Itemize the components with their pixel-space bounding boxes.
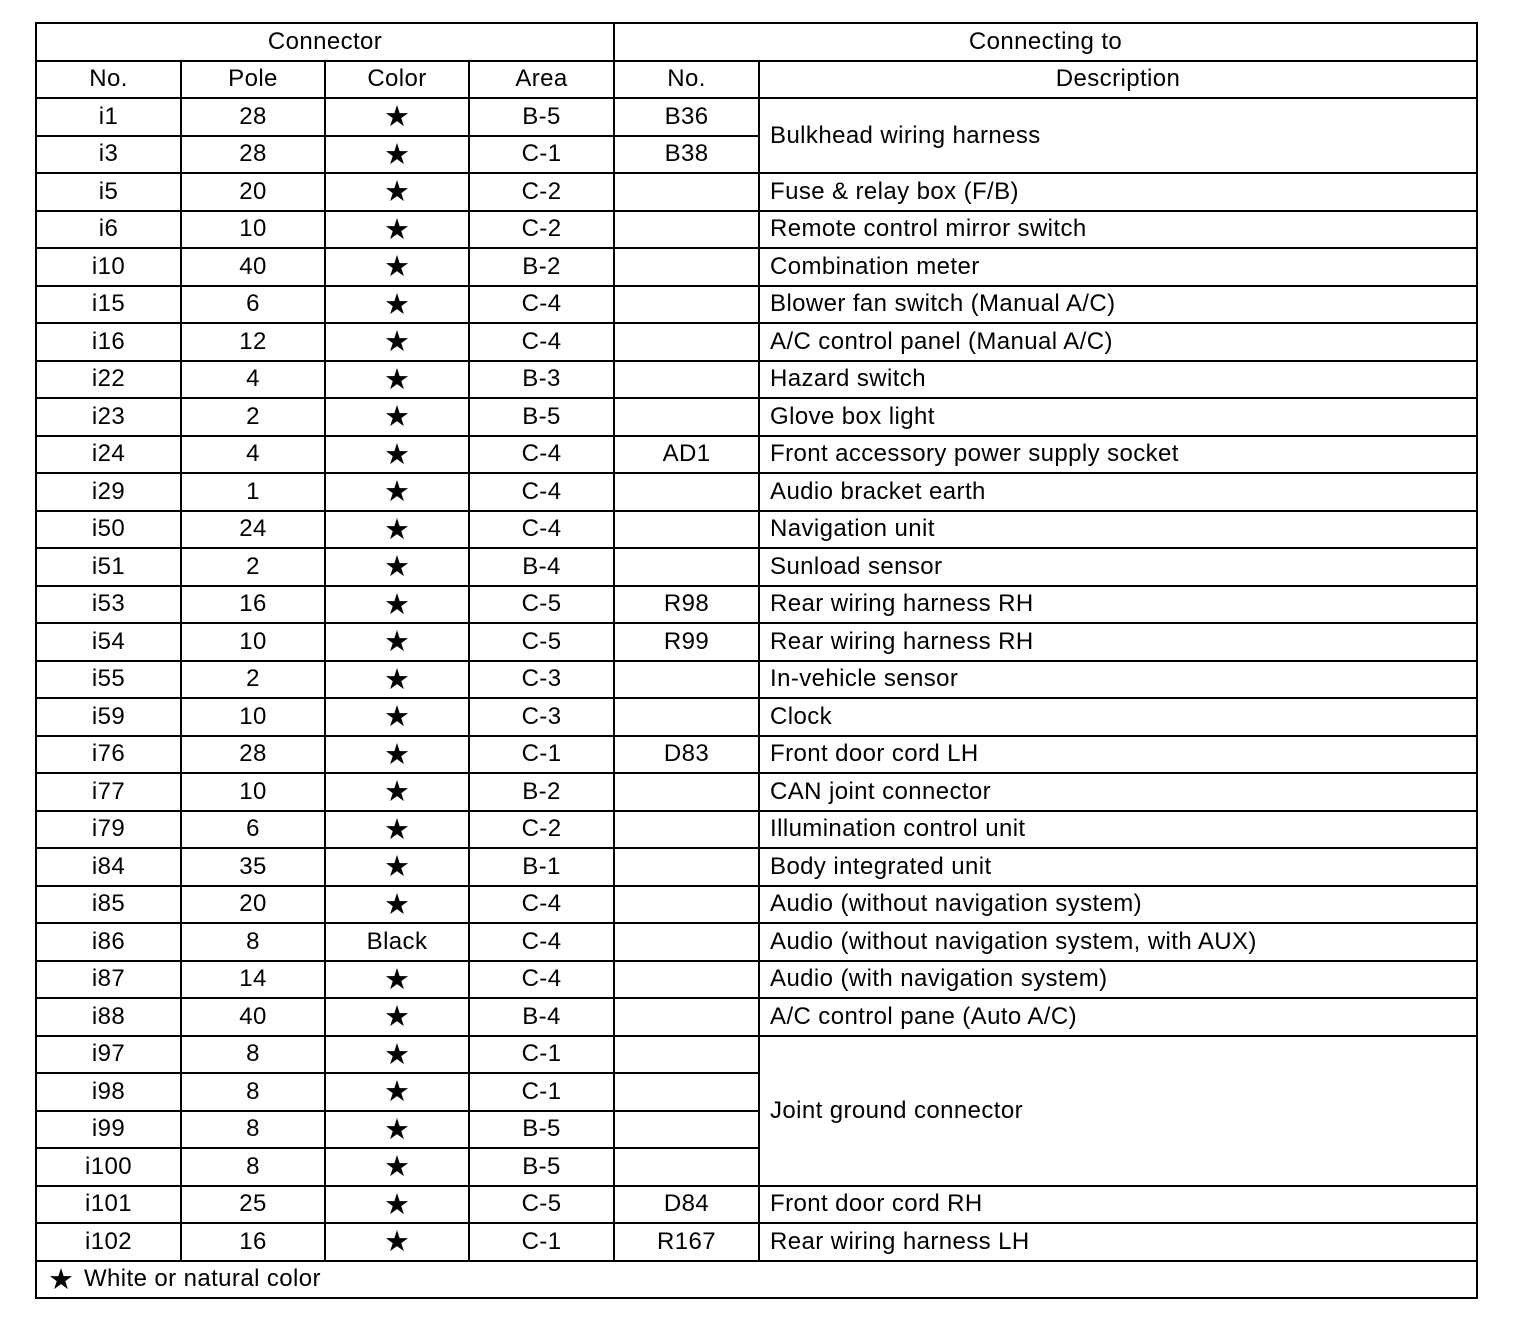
cell-area: C-2 xyxy=(469,211,614,249)
cell-description: A/C control panel (Manual A/C) xyxy=(759,323,1477,361)
cell-to-no xyxy=(614,361,759,399)
cell-area: C-4 xyxy=(469,473,614,511)
cell-description: A/C control pane (Auto A/C) xyxy=(759,998,1477,1036)
cell-area: C-1 xyxy=(469,1073,614,1111)
cell-to-no xyxy=(614,698,759,736)
table-row xyxy=(36,811,1477,849)
cell-pole: 8 xyxy=(181,1111,325,1149)
cell-to-no xyxy=(614,1036,759,1074)
table-row xyxy=(36,173,1477,211)
cell-area: B-2 xyxy=(469,773,614,811)
cell-no: i3 xyxy=(36,136,181,174)
cell-pole: 4 xyxy=(181,361,325,399)
cell-area: C-5 xyxy=(469,1186,614,1224)
cell-to-no xyxy=(614,886,759,924)
cell-no: i24 xyxy=(36,436,181,474)
cell-pole: 14 xyxy=(181,961,325,999)
cell-to-no xyxy=(614,173,759,211)
cell-color: ★ xyxy=(325,811,469,849)
cell-description: Blower fan switch (Manual A/C) xyxy=(759,286,1477,324)
cell-pole: 8 xyxy=(181,1073,325,1111)
cell-area: C-1 xyxy=(469,136,614,174)
col-header-pole: Pole xyxy=(181,61,325,99)
table-row xyxy=(36,886,1477,924)
cell-description: Audio bracket earth xyxy=(759,473,1477,511)
cell-no: i55 xyxy=(36,661,181,699)
cell-pole: 10 xyxy=(181,773,325,811)
cell-no: i22 xyxy=(36,361,181,399)
cell-color: ★ xyxy=(325,248,469,286)
cell-area: C-5 xyxy=(469,586,614,624)
cell-pole: 2 xyxy=(181,548,325,586)
cell-area: C-4 xyxy=(469,886,614,924)
legend xyxy=(36,1261,1477,1299)
cell-no: i85 xyxy=(36,886,181,924)
table-row xyxy=(36,323,1477,361)
cell-pole: 8 xyxy=(181,1036,325,1074)
cell-no: i16 xyxy=(36,323,181,361)
table-row xyxy=(36,661,1477,699)
cell-pole: 28 xyxy=(181,736,325,774)
legend-row xyxy=(36,1261,1477,1299)
legend-text: White or natural color xyxy=(84,1264,321,1292)
cell-color: ★ xyxy=(325,698,469,736)
cell-to-no xyxy=(614,773,759,811)
cell-color: ★ xyxy=(325,323,469,361)
cell-color: ★ xyxy=(325,1186,469,1224)
cell-description: Front accessory power supply socket xyxy=(759,436,1477,474)
cell-area: C-2 xyxy=(469,811,614,849)
cell-to-no xyxy=(614,398,759,436)
table-row xyxy=(36,1186,1477,1224)
cell-description: Front door cord RH xyxy=(759,1186,1477,1224)
cell-no: i53 xyxy=(36,586,181,624)
cell-pole: 16 xyxy=(181,586,325,624)
cell-pole: 40 xyxy=(181,998,325,1036)
cell-area: C-3 xyxy=(469,661,614,699)
cell-no: i99 xyxy=(36,1111,181,1149)
cell-description: Bulkhead wiring harness xyxy=(759,98,1477,173)
cell-color: ★ xyxy=(325,736,469,774)
table-row xyxy=(36,398,1477,436)
cell-color: ★ xyxy=(325,398,469,436)
cell-description: Front door cord LH xyxy=(759,736,1477,774)
cell-to-no xyxy=(614,661,759,699)
cell-no: i29 xyxy=(36,473,181,511)
cell-to-no xyxy=(614,1148,759,1186)
table-row xyxy=(36,961,1477,999)
cell-pole: 10 xyxy=(181,211,325,249)
table-row xyxy=(36,1036,1477,1074)
cell-color: ★ xyxy=(325,173,469,211)
table-row xyxy=(36,211,1477,249)
cell-to-no xyxy=(614,211,759,249)
table-row xyxy=(36,98,1477,136)
cell-to-no xyxy=(614,511,759,549)
cell-to-no xyxy=(614,923,759,961)
cell-description: Combination meter xyxy=(759,248,1477,286)
cell-description: Illumination control unit xyxy=(759,811,1477,849)
cell-description: Fuse & relay box (F/B) xyxy=(759,173,1477,211)
cell-area: B-4 xyxy=(469,548,614,586)
cell-color: ★ xyxy=(325,961,469,999)
cell-area: C-3 xyxy=(469,698,614,736)
cell-pole: 6 xyxy=(181,286,325,324)
cell-no: i88 xyxy=(36,998,181,1036)
cell-no: i10 xyxy=(36,248,181,286)
cell-to-no xyxy=(614,248,759,286)
cell-color: ★ xyxy=(325,998,469,1036)
cell-no: i87 xyxy=(36,961,181,999)
cell-pole: 2 xyxy=(181,661,325,699)
cell-description: Clock xyxy=(759,698,1477,736)
cell-no: i50 xyxy=(36,511,181,549)
cell-color: ★ xyxy=(325,586,469,624)
cell-pole: 28 xyxy=(181,136,325,174)
cell-color: ★ xyxy=(325,661,469,699)
header-group-row xyxy=(36,23,1477,61)
cell-pole: 35 xyxy=(181,848,325,886)
cell-to-no xyxy=(614,811,759,849)
table-row xyxy=(36,361,1477,399)
cell-description: Audio (with navigation system) xyxy=(759,961,1477,999)
cell-color: ★ xyxy=(325,511,469,549)
cell-area: C-4 xyxy=(469,511,614,549)
cell-to-no xyxy=(614,473,759,511)
cell-to-no xyxy=(614,998,759,1036)
cell-to-no xyxy=(614,961,759,999)
cell-no: i1 xyxy=(36,98,181,136)
cell-no: i102 xyxy=(36,1223,181,1261)
cell-pole: 1 xyxy=(181,473,325,511)
table-row xyxy=(36,248,1477,286)
table-row xyxy=(36,773,1477,811)
cell-pole: 28 xyxy=(181,98,325,136)
table-row xyxy=(36,1223,1477,1261)
cell-no: i23 xyxy=(36,398,181,436)
table-row xyxy=(36,998,1477,1036)
cell-pole: 8 xyxy=(181,1148,325,1186)
table-row xyxy=(36,286,1477,324)
table-footer xyxy=(36,1261,1477,1299)
cell-color: ★ xyxy=(325,436,469,474)
cell-to-no: D83 xyxy=(614,736,759,774)
cell-area: B-5 xyxy=(469,398,614,436)
cell-no: i51 xyxy=(36,548,181,586)
table-body xyxy=(36,98,1477,1261)
cell-area: C-4 xyxy=(469,436,614,474)
cell-pole: 6 xyxy=(181,811,325,849)
cell-area: C-4 xyxy=(469,286,614,324)
cell-color: ★ xyxy=(325,773,469,811)
cell-color: ★ xyxy=(325,211,469,249)
cell-no: i100 xyxy=(36,1148,181,1186)
cell-area: C-1 xyxy=(469,736,614,774)
cell-description: Body integrated unit xyxy=(759,848,1477,886)
cell-no: i15 xyxy=(36,286,181,324)
cell-description: Hazard switch xyxy=(759,361,1477,399)
table-row xyxy=(36,736,1477,774)
table-row xyxy=(36,698,1477,736)
cell-to-no xyxy=(614,848,759,886)
cell-area: B-5 xyxy=(469,1111,614,1149)
cell-area: B-3 xyxy=(469,361,614,399)
table-row xyxy=(36,586,1477,624)
cell-pole: 40 xyxy=(181,248,325,286)
cell-no: i77 xyxy=(36,773,181,811)
cell-to-no: R99 xyxy=(614,623,759,661)
cell-pole: 16 xyxy=(181,1223,325,1261)
cell-no: i5 xyxy=(36,173,181,211)
table-row xyxy=(36,473,1477,511)
cell-color: ★ xyxy=(325,1223,469,1261)
cell-pole: 20 xyxy=(181,886,325,924)
col-header-description: Description xyxy=(759,61,1477,99)
cell-to-no xyxy=(614,323,759,361)
cell-no: i76 xyxy=(36,736,181,774)
table-row xyxy=(36,548,1477,586)
connector-table xyxy=(35,22,1478,1299)
cell-description: Glove box light xyxy=(759,398,1477,436)
cell-color: ★ xyxy=(325,886,469,924)
cell-color: ★ xyxy=(325,548,469,586)
cell-area: C-4 xyxy=(469,323,614,361)
table-row xyxy=(36,623,1477,661)
cell-description: In-vehicle sensor xyxy=(759,661,1477,699)
cell-color: ★ xyxy=(325,361,469,399)
cell-no: i79 xyxy=(36,811,181,849)
table-row xyxy=(36,923,1477,961)
cell-color: ★ xyxy=(325,623,469,661)
cell-area: B-4 xyxy=(469,998,614,1036)
table-header xyxy=(36,23,1477,98)
legend-star-icon: ★ xyxy=(48,1261,74,1296)
cell-area: C-4 xyxy=(469,961,614,999)
cell-description: Remote control mirror switch xyxy=(759,211,1477,249)
cell-no: i84 xyxy=(36,848,181,886)
cell-color: ★ xyxy=(325,136,469,174)
cell-description: Audio (without navigation system, with AUX) xyxy=(759,923,1477,961)
cell-to-no: AD1 xyxy=(614,436,759,474)
cell-description: Navigation unit xyxy=(759,511,1477,549)
cell-description: Rear wiring harness RH xyxy=(759,586,1477,624)
col-header-no: No. xyxy=(36,61,181,99)
table-row xyxy=(36,848,1477,886)
cell-color: ★ xyxy=(325,473,469,511)
cell-description: Rear wiring harness RH xyxy=(759,623,1477,661)
cell-pole: 10 xyxy=(181,623,325,661)
cell-to-no xyxy=(614,548,759,586)
cell-area: C-2 xyxy=(469,173,614,211)
cell-description: Audio (without navigation system) xyxy=(759,886,1477,924)
cell-pole: 2 xyxy=(181,398,325,436)
cell-color: ★ xyxy=(325,848,469,886)
cell-pole: 25 xyxy=(181,1186,325,1224)
cell-color: ★ xyxy=(325,1036,469,1074)
cell-area: C-5 xyxy=(469,623,614,661)
cell-description: CAN joint connector xyxy=(759,773,1477,811)
cell-color: ★ xyxy=(325,286,469,324)
cell-no: i59 xyxy=(36,698,181,736)
cell-to-no xyxy=(614,286,759,324)
cell-no: i86 xyxy=(36,923,181,961)
cell-area: B-2 xyxy=(469,248,614,286)
cell-pole: 8 xyxy=(181,923,325,961)
table-row xyxy=(36,511,1477,549)
cell-pole: 20 xyxy=(181,173,325,211)
cell-to-no: B38 xyxy=(614,136,759,174)
cell-area: C-4 xyxy=(469,923,614,961)
cell-area: B-1 xyxy=(469,848,614,886)
cell-to-no xyxy=(614,1073,759,1111)
cell-no: i98 xyxy=(36,1073,181,1111)
header-column-row xyxy=(36,61,1477,99)
cell-to-no: D84 xyxy=(614,1186,759,1224)
cell-to-no xyxy=(614,1111,759,1149)
cell-no: i54 xyxy=(36,623,181,661)
cell-description: Sunload sensor xyxy=(759,548,1477,586)
cell-color: ★ xyxy=(325,1148,469,1186)
cell-pole: 24 xyxy=(181,511,325,549)
cell-pole: 10 xyxy=(181,698,325,736)
cell-area: B-5 xyxy=(469,1148,614,1186)
cell-pole: 12 xyxy=(181,323,325,361)
cell-no: i97 xyxy=(36,1036,181,1074)
cell-description: Joint ground connector xyxy=(759,1036,1477,1186)
table-row xyxy=(36,436,1477,474)
col-header-area: Area xyxy=(469,61,614,99)
cell-to-no: R98 xyxy=(614,586,759,624)
cell-color: ★ xyxy=(325,1111,469,1149)
cell-color: ★ xyxy=(325,98,469,136)
cell-area: C-1 xyxy=(469,1223,614,1261)
header-connecting-to: Connecting to xyxy=(614,23,1477,61)
cell-no: i101 xyxy=(36,1186,181,1224)
cell-area: B-5 xyxy=(469,98,614,136)
cell-no: i6 xyxy=(36,211,181,249)
cell-pole: 4 xyxy=(181,436,325,474)
cell-color: ★ xyxy=(325,1073,469,1111)
cell-color: Black xyxy=(325,923,469,961)
header-connector: Connector xyxy=(36,23,614,61)
col-header-color: Color xyxy=(325,61,469,99)
cell-to-no: B36 xyxy=(614,98,759,136)
cell-area: C-1 xyxy=(469,1036,614,1074)
cell-to-no: R167 xyxy=(614,1223,759,1261)
col-header-to-no: No. xyxy=(614,61,759,99)
cell-description: Rear wiring harness LH xyxy=(759,1223,1477,1261)
